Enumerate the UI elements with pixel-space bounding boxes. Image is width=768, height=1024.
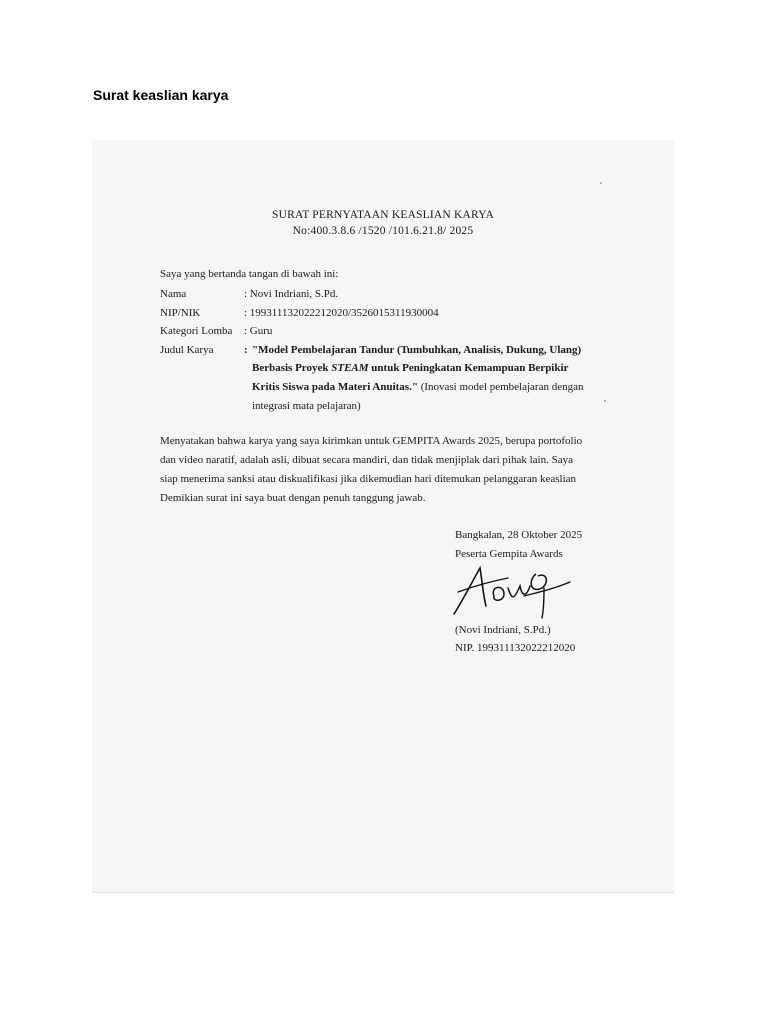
scan-speck <box>604 400 606 402</box>
field-label-judul: Judul Karya <box>160 344 214 356</box>
handwritten-signature <box>450 558 576 620</box>
intro-text: Saya yang bertanda tangan di bawah ini: <box>160 268 339 280</box>
scan-speck <box>600 182 602 184</box>
place-date: Bangkalan, 28 Oktober 2025 <box>455 529 583 541</box>
scanned-letter <box>92 140 674 893</box>
field-label-nip: NIP/NIK <box>160 307 201 319</box>
letter-title: SURAT PERNYATAAN KEASLIAN KARYA <box>272 209 494 221</box>
field-value-nip: : 199311132022212020/3526015311930004 <box>244 307 439 319</box>
field-value-judul-colon: : <box>244 344 248 356</box>
signer-name: (Novi Indriani, S.Pd.) <box>455 624 551 636</box>
page-heading: Surat keaslian karya <box>93 87 229 103</box>
field-value-kategori: : Guru <box>244 325 273 337</box>
work-title-line3-rest: (Inovasi model pembelajaran dengan <box>417 381 584 393</box>
work-title-line2 <box>252 362 568 374</box>
work-title-line4: integrasi mata pelajaran) <box>252 400 361 412</box>
work-title-steam: STEAM <box>331 362 369 374</box>
work-title-line2-a: Berbasis Proyek <box>252 362 332 374</box>
statement-line: Menyatakan bahwa karya yang saya kirimkan untuk GEMPITA Awards 2025, berupa portofolio <box>160 435 583 447</box>
work-title-line3-bold: Kritis Siswa pada Materi Anuitas." <box>252 381 418 393</box>
field-label-nama: Nama <box>160 288 187 300</box>
signer-nip: NIP. 199311132022212020 <box>455 642 576 654</box>
work-title-line1: "Model Pembelajaran Tandur (Tumbuhkan, Analisis, Dukung, Ulang) <box>252 344 582 356</box>
field-value-nama: : Novi Indriani, S.Pd. <box>244 288 339 300</box>
statement-line: dan video naratif, adalah asli, dibuat secara mandiri, dan tidak menjiplak dari pihak lain. Saya <box>160 454 573 466</box>
letter-number: No:400.3.8.6 /1520 /101.6.21.8/ 2025 <box>292 225 474 237</box>
field-label-kategori: Kategori Lomba <box>160 325 233 337</box>
work-title-line2-c: untuk Peningkatan Kemampuan Berpikir <box>368 362 569 374</box>
signer-role: Peserta Gempita Awards <box>455 548 563 560</box>
statement-line: Demikian surat ini saya buat dengan penuh tanggung jawab. <box>160 492 426 504</box>
work-title-line3 <box>252 381 584 393</box>
statement-line: siap menerima sanksi atau diskualifikasi jika dikemudian hari ditemukan pelanggaran keaslian <box>160 473 577 485</box>
